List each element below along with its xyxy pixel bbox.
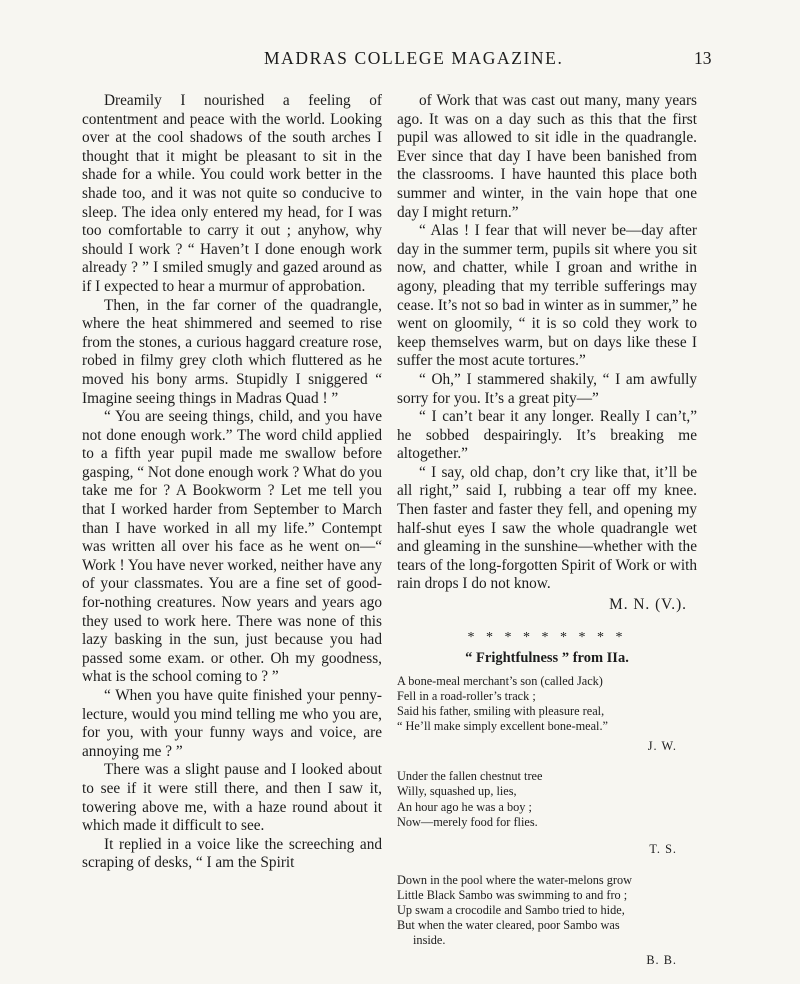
verse-line: Now—merely food for flies.: [397, 814, 538, 829]
verse-line: “ He’ll make simply excellent bone-meal.”: [397, 719, 609, 734]
story-author-signature: M. N. (V.).: [609, 596, 687, 614]
story-paragraph: “ I say, old chap, don’t cry like that, it’ll be all right,” said I, rubbing a tear off my knee. Then faster and faster they fell, and opening my half-shut eyes I saw the whole quadrangle wet and gleaming in the sunshine—whether with the tears of the long-forgotten Spirit of Work or with rain drops I do not know.: [397, 463, 697, 593]
verse-author: B. B.: [646, 952, 677, 967]
verse-willy: [397, 769, 697, 830]
running-header: [0, 48, 800, 72]
section-heading: “ Frightfulness ” from IIa.: [465, 650, 629, 667]
page-number: 13: [694, 48, 712, 68]
verse-author: T. S.: [649, 842, 677, 857]
verse-line: A bone-meal merchant’s son (called Jack): [397, 673, 603, 688]
verse-line: Fell in a road-roller’s track ;: [397, 689, 536, 704]
verse-jack: [397, 674, 697, 735]
verse-line: But when the water cleared, poor Sambo was: [397, 918, 620, 933]
story-paragraph: Then, in the far corner of the quadrangle, where the heat shimmered and seemed to rise from the stones, a curious haggard creature rose, robed in filmy grey cloth which fluttered as he moved his bony arms. Stupidly I sniggered “ Imagine seeing things in Madras Quad ! ”: [82, 296, 382, 407]
verse-line: Down in the pool where the water-melons grow: [397, 872, 633, 887]
verse-line: Up swam a crocodile and Sambo tried to hide,: [397, 903, 625, 918]
verse-sambo: [397, 873, 697, 949]
section-separator: * * * * * * * * *: [467, 629, 627, 645]
story-paragraph: It replied in a voice like the screeching and scraping of desks, “ I am the Spirit: [82, 835, 382, 872]
story-paragraph: “ Alas ! I fear that will never be—day after day in the summer term, pupils sit where you sit now, and chatter, while I groan and writhe in agony, pleading that my terrible sufferings may cease. It’s not so bad in winter as in summer,” he went on gloomily, “ it is so cold they work to keep themselves warm, but on days like these I suffer the most acute tortures.”: [397, 222, 697, 370]
verse-line: Under the fallen chestnut tree: [397, 769, 543, 784]
left-column: [82, 92, 382, 873]
verse-line: Willy, squashed up, lies,: [397, 784, 517, 799]
verse-line: Little Black Sambo was swimming to and fro ;: [397, 887, 628, 902]
story-paragraph: There was a slight pause and I looked about to see if it were still there, and then I saw it, towering above me, with a haze round about it which made it difficult to see.: [82, 761, 382, 835]
story-paragraph: “ When you have quite finished your penny-lecture, would you mind telling me who you are, for you, with your funny ways and voice, are annoying me ? ”: [82, 687, 382, 760]
verse-line: An hour ago he was a boy ;: [397, 799, 532, 814]
story-paragraph: “ I can’t bear it any longer. Really I can’t,” he sobbed despairingly. It’s breaking me altogether.”: [397, 408, 697, 463]
verse-line: inside.: [413, 933, 446, 948]
right-column: [397, 92, 697, 969]
verse-author: J. W.: [647, 738, 677, 753]
story-paragraph: “ You are seeing things, child, and you have not done enough work.” The word child applied to a fifth year pupil made me swallow before gasping, “ Not done enough work ? What do you take me for ? A Bookworm ? Let me tell you that I worked harder from September to March than I have worked in all my life.” Contempt was written all over his face as he went on—“ Work ! You have never worked, neither have any of your classmates. You are a fine set of good-for-nothing creatures. Now years and years ago they used to work here. There was none of this lazy basking in the sun, just because you had passed some exam. or other. Oh my goodness, what is the school coming to ? ”: [82, 408, 382, 686]
story-paragraph: Dreamily I nourished a feeling of contentment and peace with the world. Looking over at the cool shadows of the south arches I thought that it might be pleasant to sit in the shade for a while. You could work better in the shade too, and it was not quite so conducive to sleep. The idea only entered my head, for I was too comfortable to carry it out ; anyhow, why should I work ? “ Haven’t I done enough work already ? ” I smiled smugly and gazed around as if I expected to hear a murmur of approbation.: [82, 92, 382, 295]
story-paragraph: “ Oh,” I stammered shakily, “ I am awfully sorry for you. It’s a great pity—”: [397, 370, 697, 407]
verse-line: Said his father, smiling with pleasure real,: [397, 704, 605, 719]
magazine-title: MADRAS COLLEGE MAGAZINE.: [264, 48, 564, 68]
story-paragraph: of Work that was cast out many, many years ago. It was on a day such as this that the first pupil was allowed to sit idle in the quadrangle. Ever since that day I have been banished from the classrooms. I have haunted this place both summer and winter, in the vain hope that one day I might return.”: [397, 92, 697, 221]
